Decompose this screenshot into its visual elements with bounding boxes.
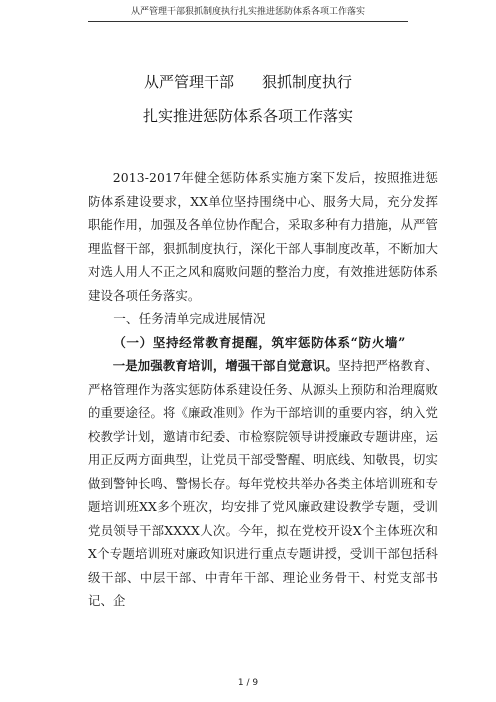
title-part-2: 狠抓制度执行 xyxy=(262,73,353,91)
section-heading: 一、任务清单完成进展情况 xyxy=(113,311,266,326)
paragraph-education xyxy=(88,354,438,613)
paragraph-lead: 一是加强教育培训，增强干部自觉意识。 xyxy=(112,358,338,373)
intro-paragraph: 2013-2017年健全惩防体系实施方案下发后，按照推进惩防体系建设要求，XX单位坚持围绕中心、服务大局，充分发挥职能作用，加强及各单位协作配合，采取多种有力措施，从严管理监督干部，狠抓制度执行，深化干部人事制度改革，不断加大对选人用人不正之风和腐败问题的整治力度，有效推进惩防体系建设各项任务落实。 xyxy=(88,170,438,303)
document-body xyxy=(88,166,438,613)
document-title-line-1 xyxy=(0,72,496,92)
title-part-1: 从严管理干部 xyxy=(143,73,234,91)
subsection-heading: （一）坚持经常教育提醒，筑牢惩防体系“防火墙” xyxy=(113,334,406,350)
header-divider xyxy=(88,21,408,22)
paragraph-text: 坚持把严格教育、严格管理作为落实惩防体系建设任务、从源头上预防和治理腐败的重要途径。将《廉政准则》作为干部培训的重要内容，纳入党校教学计划，邀请市纪委、市检察院领导讲授廉政专题讲座，运用正反两方面典型，让党员干部受警醒、明底线、知敬畏，切实做到警钟长鸣、警惕长存。每年党校共举办各类主体培训班和专题培训班XX多个班次，均安排了党风廉政建设教学专题，受训党员领导干部XXXX人次。今年，拟在党校开设X个主体班次和X个专题培训班对廉政知识进行重点专题讲授，受训干部包括科级干部、中层干部、中青年干部、理论业务骨干、村党支部书记、企 xyxy=(88,358,438,608)
running-header: 从严管理干部狠抓制度执行扎实推进惩防体系各项工作落实 xyxy=(130,7,365,17)
document-title-line-2: 扎实推进惩防体系各项工作落实 xyxy=(142,107,353,125)
page-number: 1 / 9 xyxy=(237,678,259,688)
